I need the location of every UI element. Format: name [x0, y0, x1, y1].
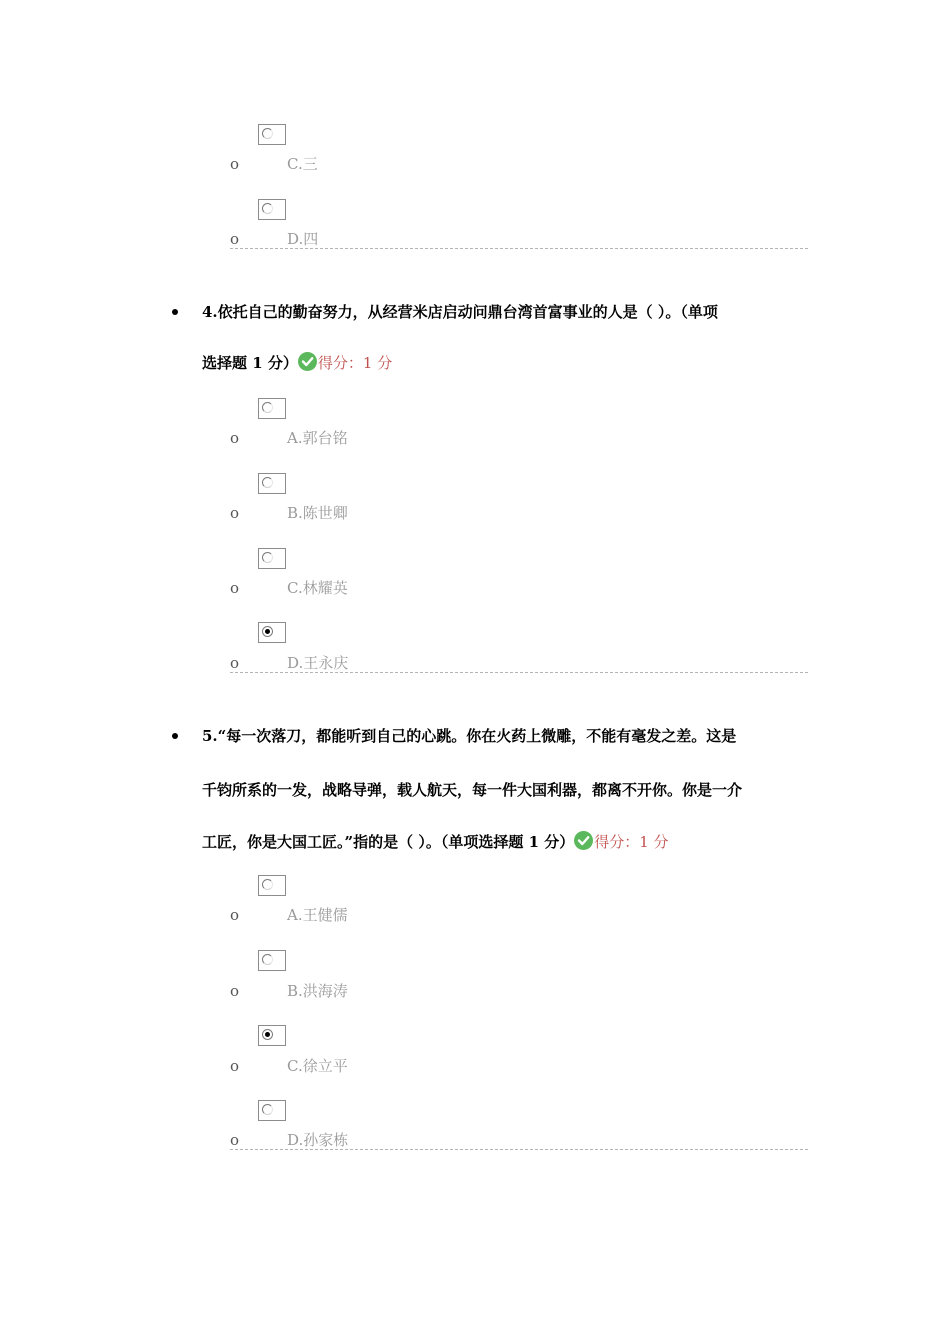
radio-icon[interactable]	[258, 124, 286, 145]
radio-icon[interactable]	[258, 950, 286, 971]
question-text-line3	[202, 831, 669, 852]
radio-icon-selected[interactable]	[258, 1025, 286, 1046]
option-label: B.陈世卿	[287, 504, 348, 522]
check-circle-icon	[574, 831, 593, 850]
score-text: 得分：1 分	[317, 354, 393, 372]
option-label: C.徐立平	[287, 1057, 348, 1075]
option-label: D.四	[287, 230, 319, 248]
list-bullet: o	[230, 579, 240, 597]
question-type: 工匠，你是大国工匠。”指的是（ ）。（单项选择题 1 分）	[202, 833, 575, 851]
radio-icon[interactable]	[258, 199, 286, 220]
list-bullet: o	[230, 654, 240, 672]
option-label: A.郭台铭	[287, 429, 348, 447]
radio-icon[interactable]	[258, 1100, 286, 1121]
question-text: 4.依托自己的勤奋努力，从经营米店启动问鼎台湾首富事业的人是（ ）。（单项	[202, 303, 718, 321]
option-label: D.王永庆	[287, 654, 349, 672]
option-label: C.林耀英	[287, 579, 348, 597]
question-bullet	[172, 309, 178, 315]
option-label: C.三	[287, 155, 318, 173]
radio-icon-selected[interactable]	[258, 622, 286, 643]
list-bullet: o	[230, 155, 240, 173]
radio-icon[interactable]	[258, 875, 286, 896]
option-label: D.孙家栋	[287, 1131, 349, 1149]
list-bullet: o	[230, 906, 240, 924]
question-type: 选择题 1 分）	[202, 354, 298, 372]
option-label: A.王健儒	[287, 906, 348, 924]
question-text-line2: 千钧所系的一发，战略导弹，载人航天，每一件大国利器，都离不开你。你是一介	[202, 781, 743, 799]
list-bullet: o	[230, 982, 240, 1000]
divider	[230, 248, 808, 249]
list-bullet: o	[230, 504, 240, 522]
divider	[230, 672, 808, 673]
radio-icon[interactable]	[258, 398, 286, 419]
divider	[230, 1149, 808, 1150]
list-bullet: o	[230, 1131, 240, 1149]
list-bullet: o	[230, 429, 240, 447]
radio-icon[interactable]	[258, 548, 286, 569]
list-bullet: o	[230, 230, 240, 248]
list-bullet: o	[230, 1057, 240, 1075]
option-label: B.洪海涛	[287, 982, 348, 1000]
question-text-line2	[202, 352, 392, 373]
radio-icon[interactable]	[258, 473, 286, 494]
question-text: 5.“每一次落刀，都能听到自己的心跳。你在火药上微雕，不能有毫发之差。这是	[202, 727, 737, 745]
check-circle-icon	[298, 352, 317, 371]
question-bullet	[172, 733, 178, 739]
score-text: 得分：1 分	[594, 833, 669, 851]
